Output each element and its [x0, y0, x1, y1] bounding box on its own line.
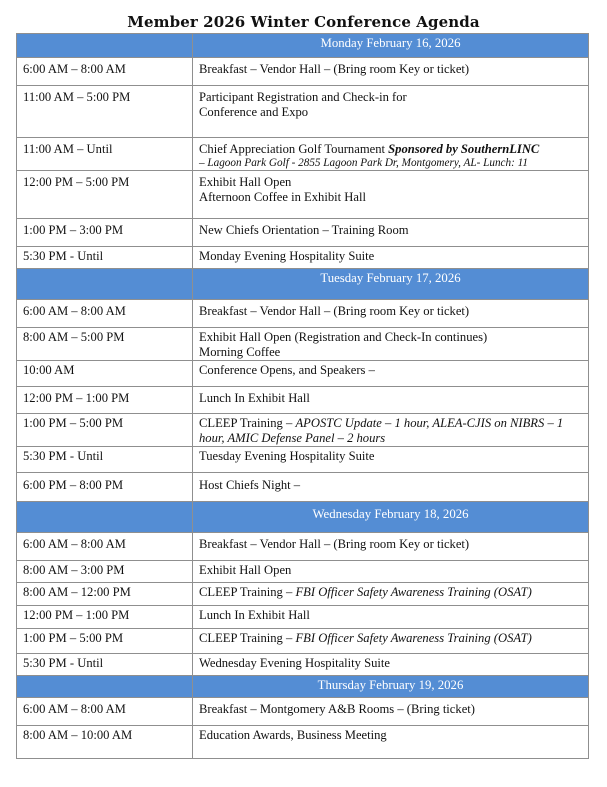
event-text-line2: Morning Coffee — [199, 345, 281, 359]
time-slot: 1:00 PM – 5:00 PM — [23, 416, 124, 430]
event-text: CLEEP Training – — [199, 416, 293, 430]
sponsor-text: Sponsored by SouthernLINC — [388, 142, 540, 156]
table-row — [17, 86, 589, 138]
table-row — [17, 606, 589, 629]
table-row — [17, 447, 589, 473]
event-text: CLEEP Training — [199, 631, 283, 645]
time-slot: 10:00 AM — [23, 363, 75, 377]
day-label: Monday February 16, 2026 — [193, 34, 589, 58]
table-row — [17, 387, 589, 414]
table-row — [17, 414, 589, 447]
event-text: Breakfast – Vendor Hall – (Bring room Key or ticket) — [199, 304, 470, 318]
table-row — [17, 726, 589, 759]
event-text: Conference Opens, and Speakers – — [199, 363, 375, 377]
time-slot: 11:00 AM – 5:00 PM — [23, 90, 131, 104]
table-row — [17, 361, 589, 387]
day-header-thursday — [17, 676, 589, 698]
event-text: Exhibit Hall Open — [199, 175, 292, 189]
table-row — [17, 654, 589, 676]
table-row — [17, 583, 589, 606]
event-text: Participant Registration and Check-in for — [199, 90, 407, 104]
event-detail: FBI Officer Safety Awareness Training (OSAT) — [295, 585, 532, 599]
event-text: Breakfast – Vendor Hall – (Bring room Key or ticket) — [199, 62, 470, 76]
time-slot: 8:00 AM – 10:00 AM — [23, 728, 133, 742]
table-row — [17, 300, 589, 328]
event-text: Exhibit Hall Open — [199, 563, 292, 577]
table-row — [17, 171, 589, 219]
time-slot: 1:00 PM – 3:00 PM — [23, 223, 124, 237]
event-detail: – FBI Officer Safety Awareness Training (OSAT) — [286, 631, 532, 645]
event-text: Wednesday Evening Hospitality Suite — [199, 656, 391, 670]
day-header-tuesday — [17, 269, 589, 300]
day-header-monday — [17, 34, 589, 58]
event-text: CLEEP Training – — [199, 585, 293, 599]
table-row — [17, 629, 589, 654]
day-header-wednesday — [17, 502, 589, 533]
day-label: Wednesday February 18, 2026 — [193, 502, 589, 533]
event-detail: APOSTC Update – 1 hour, ALEA-CJIS on NIBRS – 1 — [295, 416, 564, 430]
time-slot: 6:00 AM – 8:00 AM — [23, 537, 126, 551]
table-row — [17, 698, 589, 726]
day-label: Thursday February 19, 2026 — [193, 676, 589, 698]
event-text-line2: Afternoon Coffee in Exhibit Hall — [199, 190, 366, 204]
event-text: Lunch In Exhibit Hall — [199, 608, 310, 622]
event-text: Education Awards, Business Meeting — [199, 728, 387, 742]
time-slot: 12:00 PM – 1:00 PM — [23, 391, 130, 405]
time-slot: 8:00 AM – 12:00 PM — [23, 585, 131, 599]
event-text: Chief Appreciation Golf Tournament — [199, 142, 385, 156]
event-text: Monday Evening Hospitality Suite — [199, 249, 375, 263]
event-text: Breakfast – Vendor Hall – (Bring room Key or ticket) — [199, 537, 470, 551]
time-slot: 11:00 AM – Until — [23, 142, 113, 156]
page-title: Member 2026 Winter Conference Agenda — [127, 13, 480, 31]
event-detail-line2: hour, AMIC Defense Panel – 2 hours — [199, 431, 386, 445]
event-text-line2: Conference and Expo — [199, 105, 309, 119]
time-slot: 6:00 AM – 8:00 AM — [23, 62, 126, 76]
table-row — [17, 561, 589, 583]
event-text: Tuesday Evening Hospitality Suite — [199, 449, 375, 463]
event-text: Breakfast – Montgomery A&B Rooms – (Bring ticket) — [199, 702, 475, 716]
time-slot: 5:30 PM - Until — [23, 449, 104, 463]
time-slot: 8:00 AM – 3:00 PM — [23, 563, 125, 577]
time-slot: 8:00 AM – 5:00 PM — [23, 330, 125, 344]
event-text: New Chiefs Orientation – Training Room — [199, 223, 409, 237]
table-row — [17, 138, 589, 171]
time-slot: 6:00 PM – 8:00 PM — [23, 478, 124, 492]
time-slot: 12:00 PM – 5:00 PM — [23, 175, 130, 189]
day-label: Tuesday February 17, 2026 — [193, 269, 589, 300]
time-slot: 6:00 AM – 8:00 AM — [23, 702, 126, 716]
event-text: Lunch In Exhibit Hall — [199, 391, 310, 405]
event-text: Exhibit Hall Open (Registration and Check-In continues) — [199, 330, 488, 344]
table-row — [17, 533, 589, 561]
table-row — [17, 219, 589, 247]
table-row — [17, 328, 589, 361]
table-row — [17, 247, 589, 269]
event-detail: – Lagoon Park Golf - 2855 Lagoon Park Dr, Montgomery, AL- Lunch: 11 — [199, 157, 528, 169]
time-slot: 12:00 PM – 1:00 PM — [23, 608, 130, 622]
time-slot: 5:30 PM - Until — [23, 249, 104, 263]
time-slot: 5:30 PM - Until — [23, 656, 104, 670]
event-text: Host Chiefs Night – — [199, 478, 301, 492]
agenda-table — [16, 33, 589, 759]
time-slot: 6:00 AM – 8:00 AM — [23, 304, 126, 318]
table-row — [17, 473, 589, 502]
table-row — [17, 58, 589, 86]
time-slot: 1:00 PM – 5:00 PM — [23, 631, 124, 645]
